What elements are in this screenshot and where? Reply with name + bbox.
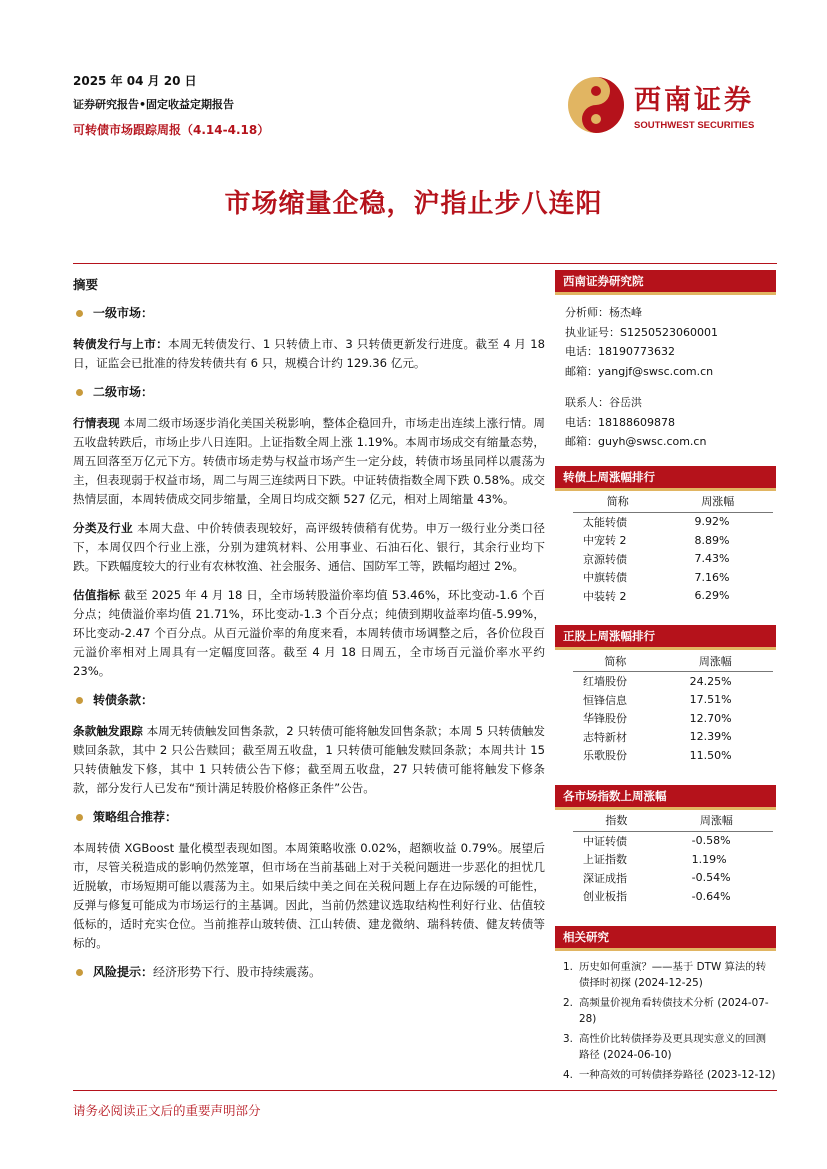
- secondary-market-heading: 二级市场：: [73, 383, 545, 402]
- table-row: 深证成指 -0.54%: [583, 871, 731, 885]
- report-series: 可转债市场跟踪周报（4.14-4.18）: [73, 123, 270, 137]
- report-type: 证券研究报告•固定收益定期报告: [73, 98, 235, 111]
- market-performance-paragraph: 行情表现 本周二级市场逐步消化美国关税影响，整体企稳回升，市场走出连续上涨行情。周五收盘转跌后，市场止步八日连阳。上证指数全周上涨 1.19%。本周市场成交有缩量态势，周五回落至万亿元下方。转债市场走势与权益市场产生一定分歧，转债市场虽同样以震荡为主，但表现弱于权益市场，周二与周三连续两日下跌。中证转债指数全周下跌 0.58%。成交热情层面，本周转债成交同步缩量，全周日均成交额 527 亿元，相对上周缩量 43%。: [73, 416, 545, 506]
- cb-top-table: [573, 491, 773, 606]
- indices-header: 各市场指数上周涨幅: [555, 785, 776, 810]
- table-row: 中宠转 2 8.89%: [583, 533, 730, 548]
- valuation-paragraph: 估值指标 截至 2025 年 4 月 18 日，全市场转股溢价率均值 53.46%，环比变动-1.6 个百分点；纯债溢价率均值 21.71%，环比变动-1.3 个百分点；纯债到期收益率均值-5.99%，环比变动-2.47 个百分点。从百元溢价率的角度来看，本周转债市场调整之后，各价位段百元溢价率相对上周具有一定幅度回落。截至 4 月 18 日周五，全市场百元溢价率水平约 23%。: [73, 588, 545, 678]
- stock-top-table: [573, 650, 773, 765]
- title-divider: [73, 263, 777, 264]
- table-row: 中证转债 -0.58%: [583, 834, 731, 848]
- para-label: 估值指标: [73, 588, 121, 602]
- cb-top-header: 转债上周涨幅排行: [555, 466, 776, 491]
- related-research-header: 相关研究: [555, 926, 776, 951]
- column-header: 周涨幅: [658, 650, 773, 672]
- logo-emblem-icon: [565, 74, 627, 136]
- analyst-license: 执业证号：S1250523060001: [565, 325, 718, 339]
- abstract-heading: 摘要: [73, 277, 99, 292]
- analyst-info: [555, 295, 776, 452]
- risk-heading: 风险提示：经济形势下行、股市持续震荡。: [73, 963, 545, 982]
- analyst-phone: 电话：18190773632: [565, 345, 675, 358]
- sidebar: [555, 270, 776, 1087]
- column-header: 指数: [573, 810, 660, 832]
- table-row: 创业板指 -0.64%: [583, 889, 731, 904]
- strategy-paragraph: 本周转债 XGBoost 量化模型表现如图。本周策略收涨 0.02%，超额收益 0.79%。展望后市，尽管关税造成的影响仍然笼罩，但市场在当前基础上对于关税问题进一步恶化的担忧几近脱敏，市场短期可能以震荡为主。如果后续中美之间在关税问题上存在边际缓的可能性，反弹与修复可能成为市场运行的主基调。因此，当前仍然建议选取结构性利好行业、估值较低标的，适时充实仓位。当前推荐山玻转债、江山转债、建龙微纳、瑞科转债、健友转债等标的。: [73, 841, 545, 950]
- analyst-name: 分析师：杨杰峰: [565, 306, 642, 319]
- contact-name: 联系人：谷岳洪: [565, 396, 642, 409]
- strategy-heading: 策略组合推荐：: [73, 808, 545, 827]
- analyst-email: 邮箱：yangjf@swsc.com.cn: [565, 364, 714, 378]
- footer-divider: [73, 1090, 777, 1091]
- list-item[interactable]: 3. 高性价比转债择券及更具现实意义的回测路径 (2024-06-10): [563, 1032, 767, 1061]
- table-row: 红墙股份 24.25%: [583, 674, 732, 689]
- table-row: 华锋股份 12.70%: [583, 711, 732, 726]
- contact-email: 邮箱：guyh@swsc.com.cn: [565, 435, 707, 448]
- column-header: 简称: [573, 650, 658, 672]
- indices-table: [573, 810, 773, 906]
- industry-paragraph: 分类及行业 本周大盘、中价转债表现较好，高评级转债稍有优势。申万一级行业分类口径下，本周仅四个行业上涨，分别为建筑材料、公用事业、石油石化、银行，其余行业均下跌。下跌幅度较大的行业有农林牧渔、社会服务、通信、国防军工等，跌幅均超过 2%。: [73, 521, 545, 573]
- table-row: 中旗转债 7.16%: [583, 570, 730, 585]
- related-research-list: [555, 959, 776, 1083]
- para-label: 行情表现: [73, 416, 120, 430]
- primary-market-heading: 一级市场：: [73, 304, 545, 323]
- para-label: 分类及行业: [73, 521, 134, 535]
- risk-text: 经济形势下行、股市持续震荡。: [153, 965, 322, 979]
- page-title: 市场缩量企稳，沪指止步八连阳: [224, 189, 603, 219]
- para-label: 条款触发跟踪: [73, 724, 143, 738]
- table-row: 乐歌股份 11.50%: [583, 748, 732, 763]
- table-row: 上证指数 1.19%: [583, 852, 727, 867]
- para-label: 转债发行与上市：: [73, 337, 168, 351]
- abstract-section: [73, 270, 545, 994]
- table-row: 京源转债 7.43%: [583, 552, 730, 566]
- list-item[interactable]: 1. 历史如何重演？——基于 DTW 算法的转债择时初探 (2024-12-25): [563, 960, 767, 989]
- report-date: 2025 年 04 月 20 日: [73, 74, 197, 88]
- table-row: 中装转 2 6.29%: [583, 589, 730, 603]
- table-row: 恒锋信息 17.51%: [583, 693, 732, 707]
- contact-phone: 电话：18188609878: [565, 415, 675, 429]
- table-row: 志特新材 12.39%: [583, 730, 732, 744]
- clauses-heading: 转债条款：: [73, 691, 545, 710]
- logo-en-text: SOUTHWEST SECURITIES: [634, 120, 755, 131]
- column-header: 周涨幅: [660, 810, 773, 832]
- table-row: 太能转债 9.92%: [583, 515, 730, 529]
- clauses-paragraph: 条款触发跟踪 本周无转债触发回售条款，2 只转债可能将触发回售条款；本周 5 只转债触发赎回条款，其中 2 只公告赎回；截至周五收盘，1 只转债可能触发赎回条款；本周共计 15 只转债触发下修，其中 1 只转债公告下修；截至周五收盘，27 只转债可能将触发下修条款，部分发行人已发布“预计满足转股价格修正条件”公告。: [73, 724, 545, 795]
- primary-market-paragraph: 转债发行与上市：本周无转债发行、1 只转债上市、3 只转债更新发行进度。截至 4 月 18 日，证监会已批准的待发转债共有 6 只，规模合计约 129.36 亿元。: [73, 337, 545, 370]
- stock-top-header: 正股上周涨幅排行: [555, 625, 776, 650]
- list-item[interactable]: 2. 高频量价视角看转债技术分析 (2024-07-28): [563, 996, 769, 1025]
- company-logo: [565, 74, 765, 138]
- institute-header: 西南证券研究院: [555, 270, 776, 295]
- column-header: 周涨幅: [662, 491, 773, 513]
- footer-disclaimer: 请务必阅读正文后的重要声明部分: [73, 1103, 261, 1118]
- logo-cn-text: 西南证券: [634, 85, 754, 116]
- list-item[interactable]: 4. 一种高效的可转债择券路径 (2023-12-12): [563, 1068, 776, 1081]
- column-header: 简称: [573, 491, 662, 513]
